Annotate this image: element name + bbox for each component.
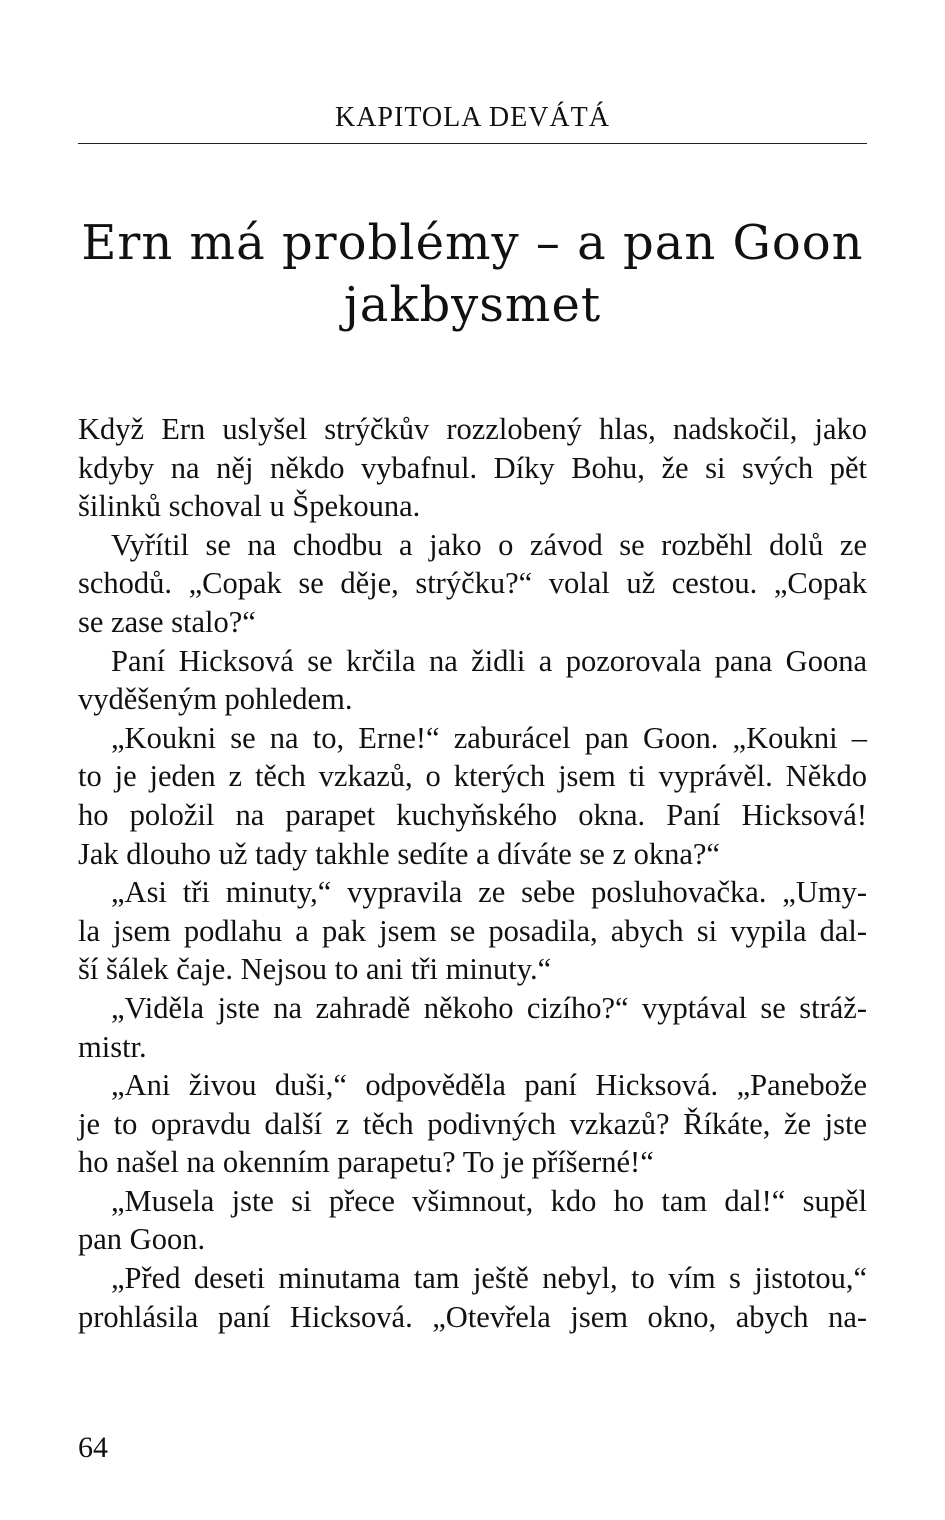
text-line: vyděšeným pohledem. <box>78 682 353 717</box>
text-line: pan Goon. <box>78 1222 206 1257</box>
text-line: „Koukni se na to, Erne!“ zaburácel pan Goon. „Koukni – <box>111 720 867 755</box>
text-line: Jak dlouho už tady takhle sedíte a díváte se z okna?“ <box>78 836 720 871</box>
text-line: prohlásila paní Hicksová. „Otevřela jsem okno, abych na- <box>78 1299 868 1334</box>
text-line: Vyřítil se na chodbu a jako o závod se rozběhl dolů ze <box>111 527 867 562</box>
text-line: ho položil na parapet kuchyňského okna. Paní Hicksová! <box>78 797 867 832</box>
text-line: mistr. <box>78 1029 147 1064</box>
body-text <box>78 410 867 1336</box>
text-line: ho našel na okenním parapetu? To je příšerné!“ <box>78 1145 654 1180</box>
text-line: „Ani živou duši,“ odpověděla paní Hicksová. „Panebože <box>111 1068 867 1103</box>
text-line: šilinků schoval u Špekouna. <box>78 489 421 524</box>
text-line: „Musela jste si přece všimnout, kdo ho tam dal!“ supěl <box>111 1183 868 1218</box>
chapter-title-line-2: jakbysmet <box>343 277 602 333</box>
text-line: kdyby na něj někdo vybafnul. Díky Bohu, že si svých pět <box>78 450 867 485</box>
chapter-title <box>78 212 867 336</box>
text-line: „Viděla jste na zahradě někoho cizího?“ vyptával se stráž- <box>111 990 867 1025</box>
text-line: Když Ern uslyšel strýčkův rozzlobený hlas, nadskočil, jako <box>78 412 868 446</box>
chapter-title-line-1: Ern má problémy – a pan Goon <box>81 215 864 271</box>
text-line: „Asi tři minuty,“ vypravila ze sebe posluhovačka. „Umy- <box>111 875 868 910</box>
page-number: 64 <box>78 1431 108 1464</box>
text-line: Paní Hicksová se krčila na židli a pozorovala pana Goona <box>111 643 867 678</box>
text-line: „Před deseti minutama tam ještě nebyl, to vím s jistotou,“ <box>111 1261 868 1296</box>
running-head: KAPITOLA DEVÁTÁ <box>334 102 611 133</box>
text-line: to je jeden z těch vzkazů, o kterých jsem ti vyprávěl. Někdo <box>78 759 867 794</box>
text-line: ší šálek čaje. Nejsou to ani tři minuty.“ <box>78 952 552 987</box>
text-line: la jsem podlahu a pak jsem se posadila, abych si vypila dal- <box>78 913 868 948</box>
text-line: schodů. „Copak se děje, strýčku?“ volal už cestou. „Copak <box>78 566 867 601</box>
header-rule <box>78 143 867 144</box>
text-line: se zase stalo?“ <box>78 604 256 639</box>
text-line: je to opravdu další z těch podivných vzkazů? Říkáte, že jste <box>78 1106 868 1141</box>
